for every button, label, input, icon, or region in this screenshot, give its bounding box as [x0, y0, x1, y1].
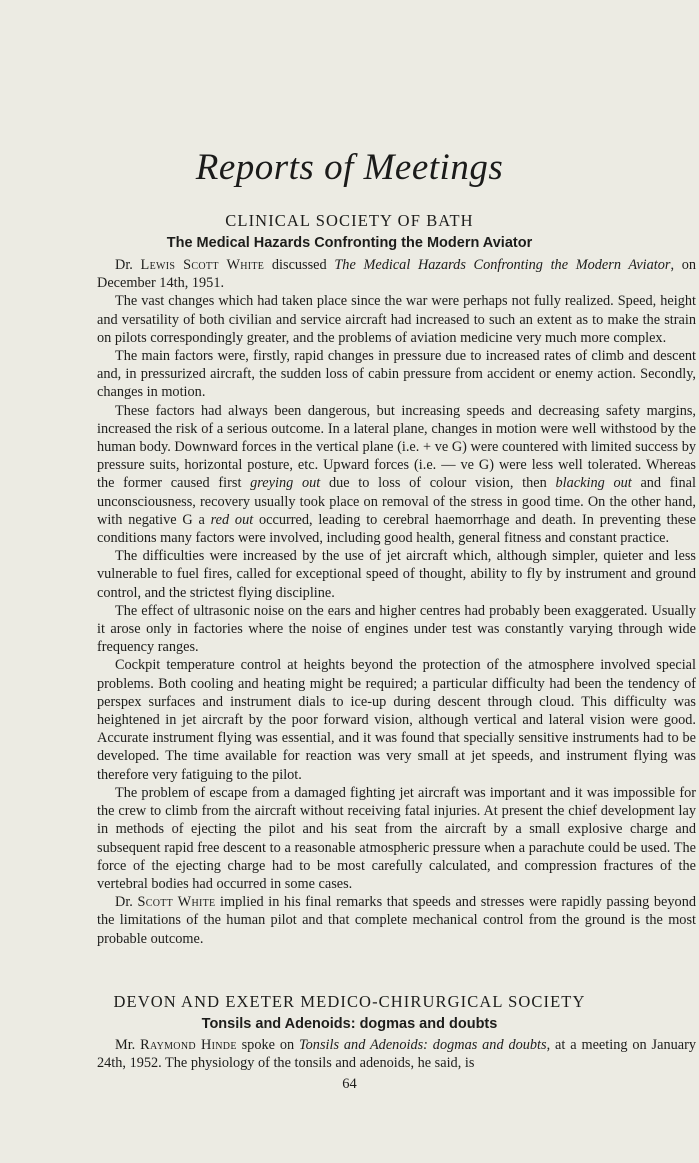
society-name-devon: DEVON AND EXETER MEDICO-CHIRURGICAL SOCIETY	[113, 992, 586, 1011]
body-paragraph: These factors had always been dangerous, but increasing speeds and decreasing safety margins, increased the risk of a serious outcome. In a lateral plane, changes in motion were well withstood by the human body. Downward forces in the vertical plane (i.e. + ve G) were countered with limited success by pressure suits, horizontal posture, etc. Upward forces (i.e. — ve G) were less well tolerated. Whereas the former caused first greying out due to loss of colour vision, then blacking out and final unconsciousness, recovery usually took place on removal of the stress in good time. On the other hand, with negative G a red out occurred, leading to cerebral haemorrhage and death. In preventing these conditions many factors were involved, including good health, general fitness and constant practice.	[97, 402, 696, 547]
body-paragraph: Cockpit temperature control at heights beyond the protection of the atmosphere involved special problems. Both cooling and heating might be required; a particular difficulty had been the tendency of perspex surfaces and instrument dials to ice-up during descent through cloud. This difficulty was heightened in jet aircraft by the poor forward vision, although vertical and lateral vision were good. Accurate instrument flying was essential, and it was found that specially sensitive instruments had to be developed. The time available for reaction was very small at jet speeds, and instrument flying was therefore very fatiguing to the pilot.	[97, 657, 696, 783]
report-body-tonsils	[97, 1036, 696, 1072]
speaker-name: Raymond Hinde	[140, 1037, 237, 1053]
intro-paragraph: Mr. Raymond Hinde spoke on Tonsils and Adenoids: dogmas and doubts, at a meeting on January 24th, 1952. The physiology of the tonsils and adenoids, he said, is	[97, 1037, 696, 1072]
report-title-aviator: The Medical Hazards Confronting the Modern Aviator	[166, 235, 533, 251]
body-paragraph: The vast changes which had taken place since the war were perhaps not fully realized. Speed, height and versatility of both civilian and service aircraft had increased to such an extent as to make the strain on pilots correspondingly greater, and the problems of aviation medicine very much more complex.	[97, 293, 696, 346]
speaker-name: Scott White	[137, 894, 216, 911]
body-paragraph: The problem of escape from a damaged fighting jet aircraft was important and it was impossible for the crew to climb from the aircraft without receiving fatal injuries. At present the chief development lay in methods of ejecting the pilot and his seat from the aircraft by a small explosive charge and subsequent rapid free descent to a reasonable atmospheric pressure when a parachute could be used. The force of the ejecting charge had to be most carefully calculated, and compression fractures of the vertebral bodies had occurred in some cases.	[97, 784, 696, 892]
speaker-name: Lewis Scott White	[140, 257, 265, 273]
page-number: 64	[342, 1076, 357, 1092]
report-title-tonsils: Tonsils and Adenoids: dogmas and doubts	[201, 1016, 498, 1032]
body-paragraph: The difficulties were increased by the use of jet aircraft which, although simpler, quieter and less vulnerable to fuel fires, called for exceptional speed of thought, ability to fly by instrument and ground control, and the strictest flying discipline.	[97, 548, 696, 601]
body-paragraph: The main factors were, firstly, rapid changes in pressure due to increased rates of climb and descent and, in pressurized aircraft, the sudden loss of cabin pressure from accident or enemy action. Secondly, changes in motion.	[97, 348, 696, 401]
page-heading: Reports of Meetings	[195, 147, 504, 188]
society-name-bath: CLINICAL SOCIETY OF BATH	[225, 211, 474, 230]
closing-paragraph: Dr. Scott White implied in his final remarks that speeds and stresses were rapidly passing beyond the limitations of the human pilot and that complete mechanical control from the ground is the most probable outcome.	[97, 894, 696, 947]
intro-paragraph: Dr. Lewis Scott White discussed The Medical Hazards Confronting the Modern Aviator, on December 14th, 1951.	[97, 257, 697, 292]
talk-title: Tonsils and Adenoids: dogmas and doubts	[299, 1037, 547, 1053]
report-body-aviator	[97, 256, 696, 948]
body-paragraph: The effect of ultrasonic noise on the ears and higher centres had probably been exaggerated. Usually it arose only in factories where the noise of engines under test was constantly varying through wide frequency ranges.	[97, 602, 696, 656]
talk-title: The Medical Hazards Confronting the Modern Aviator	[334, 257, 671, 273]
